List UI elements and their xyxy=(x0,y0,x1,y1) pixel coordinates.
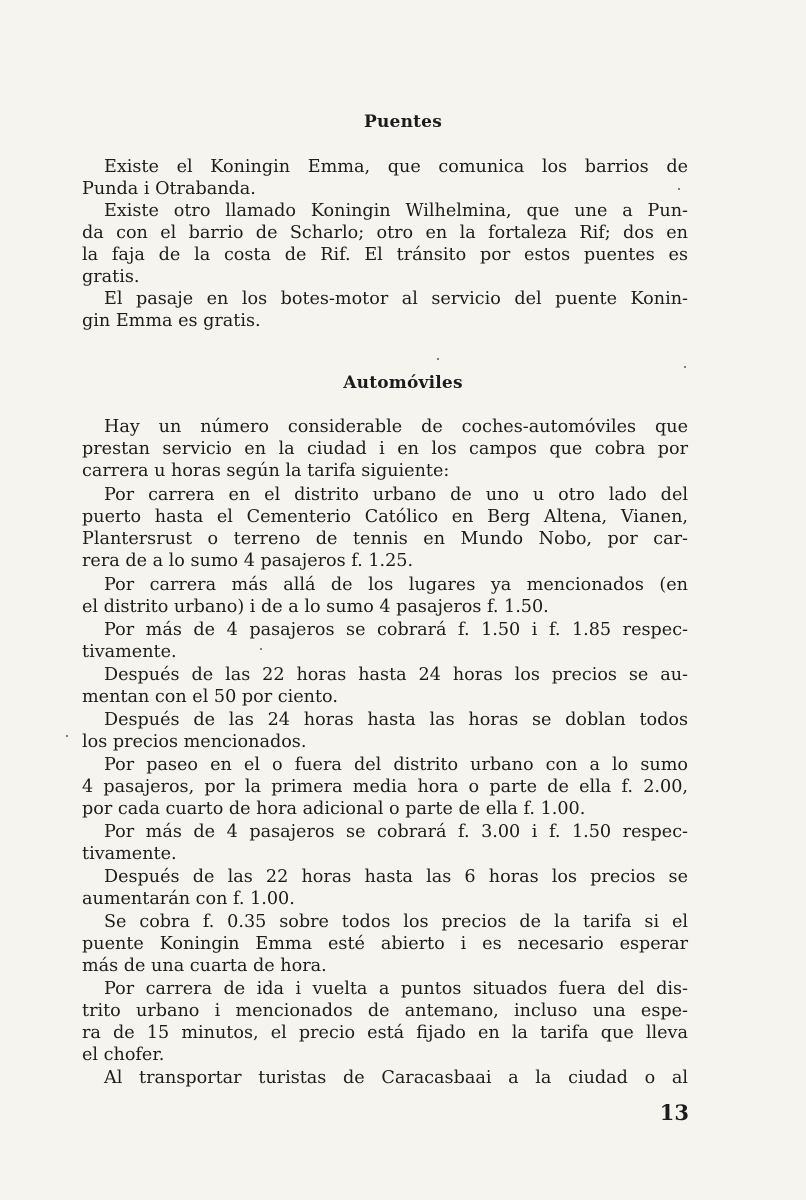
text-line: gratis. xyxy=(82,267,140,287)
paper-speck xyxy=(684,366,686,368)
text-line: puerto hasta el Cementerio Católico en Berg Altena, Vianen, xyxy=(82,507,688,527)
heading-automoviles: Automóviles xyxy=(343,373,463,393)
text-line: rera de a lo sumo 4 pasajeros f. 1.25. xyxy=(82,551,414,571)
text-line: gin Emma es gratis. xyxy=(82,311,261,331)
text-line: el distrito urbano) i de a lo sumo 4 pasajeros f. 1.50. xyxy=(82,597,549,617)
text-line: Por más de 4 pasajeros se cobrará f. 3.00 i f. 1.50 respec- xyxy=(104,822,688,842)
text-line: Por más de 4 pasajeros se cobrará f. 1.50 i f. 1.85 respec- xyxy=(104,620,688,640)
text-line: los precios mencionados. xyxy=(82,732,307,752)
text-line: por cada cuarto de hora adicional o parte de ella f. 1.00. xyxy=(82,799,586,819)
paper-speck xyxy=(437,358,439,360)
text-line: carrera u horas según la tarifa siguiente: xyxy=(82,461,450,481)
text-line: Al transportar turistas de Caracasbaai a la ciudad o al xyxy=(104,1068,688,1088)
text-line: Plantersrust o terreno de tennis en Mundo Nobo, por car- xyxy=(82,529,688,549)
text-line: Por carrera más allá de los lugares ya mencionados (en xyxy=(104,575,688,595)
text-line: la faja de la costa de Rif. El tránsito por estos puentes es xyxy=(82,245,688,265)
text-line: da con el barrio de Scharlo; otro en la fortaleza Rif; dos en xyxy=(82,223,688,243)
text-line: 4 pasajeros, por la primera media hora o parte de ella f. 2.00, xyxy=(82,777,688,797)
text-line: Existe el Koningin Emma, que comunica los barrios de xyxy=(104,157,688,177)
paper-speck xyxy=(260,648,262,650)
page-number: 13 xyxy=(659,1100,689,1125)
text-line: Después de las 22 horas hasta las 6 horas los precios se xyxy=(104,867,688,887)
heading-puentes: Puentes xyxy=(364,112,442,132)
text-line: Después de las 24 horas hasta las horas se doblan todos xyxy=(104,710,688,730)
text-line: Existe otro llamado Koningin Wilhelmina, que une a Pun- xyxy=(104,201,688,221)
text-line: Por carrera en el distrito urbano de uno u otro lado del xyxy=(104,485,688,505)
text-line: Se cobra f. 0.35 sobre todos los precios de la tarifa si el xyxy=(104,912,688,932)
text-line: el chofer. xyxy=(82,1045,165,1065)
text-line: Por carrera de ida i vuelta a puntos situados fuera del dis- xyxy=(104,979,688,999)
text-line: Por paseo en el o fuera del distrito urbano con a lo sumo xyxy=(104,755,688,775)
text-line: tivamente. xyxy=(82,844,177,864)
text-line: ra de 15 minutos, el precio está fijado en la tarifa que lleva xyxy=(82,1023,688,1043)
text-line: Punda i Otrabanda. xyxy=(82,179,256,199)
paper-speck xyxy=(66,735,68,737)
text-line: El pasaje en los botes-motor al servicio del puente Konin- xyxy=(104,289,688,309)
text-line: Después de las 22 horas hasta 24 horas los precios se au- xyxy=(104,665,688,685)
text-line: Hay un número considerable de coches-automóviles que xyxy=(104,417,688,437)
text-line: puente Koningin Emma esté abierto i es necesario esperar xyxy=(82,934,688,954)
text-line: prestan servicio en la ciudad i en los campos que cobra por xyxy=(82,439,688,459)
text-line: mentan con el 50 por ciento. xyxy=(82,687,338,707)
paper-speck xyxy=(678,188,680,190)
text-line: aumentarán con f. 1.00. xyxy=(82,889,295,909)
text-line: trito urbano i mencionados de antemano, incluso una espe- xyxy=(82,1001,688,1021)
text-line: más de una cuarta de hora. xyxy=(82,956,327,976)
text-line: tivamente. xyxy=(82,642,177,662)
